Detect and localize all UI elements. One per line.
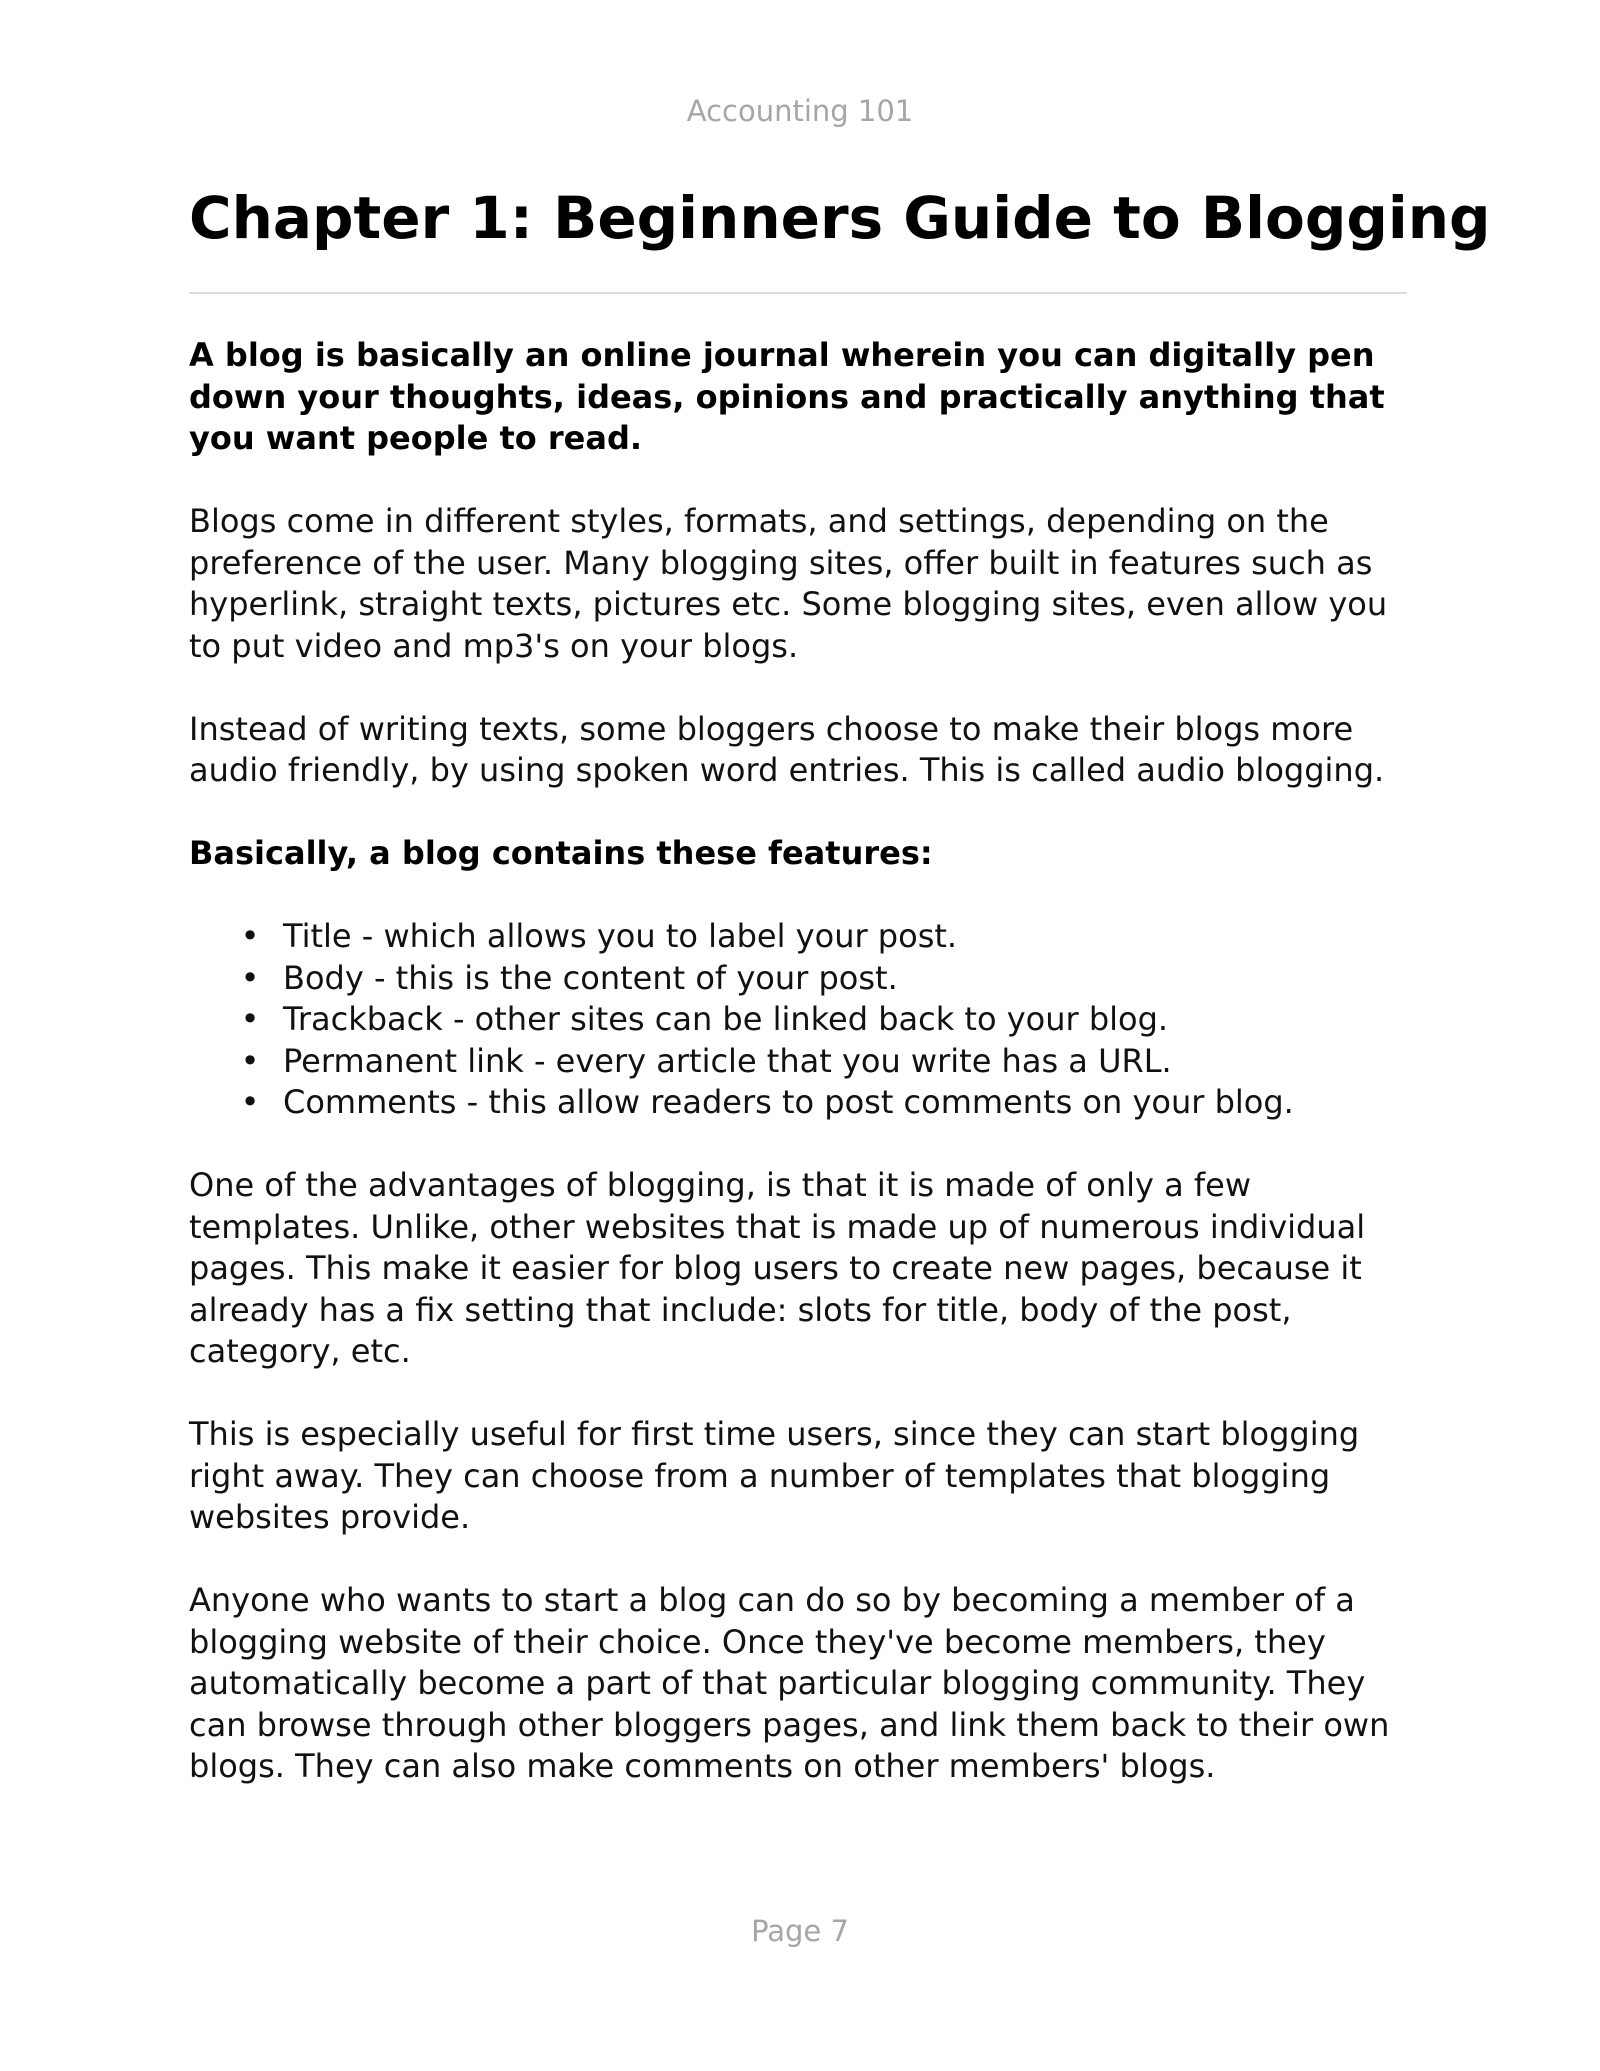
- lead-paragraph: A blog is basically an online journal wherein you can digitally pen down your thoughts, ideas, opinions and practically anything that you want people to read.: [189, 336, 1385, 457]
- bullet-icon: •: [240, 958, 260, 997]
- list-item: [189, 1041, 1429, 1083]
- features-list: [189, 916, 1429, 1124]
- running-header: Accounting 101: [686, 94, 914, 128]
- paragraph-audio-blogging: Instead of writing texts, some bloggers choose to make their blogs more audio friendly, by using spoken word entries. This is called audio blogging.: [189, 709, 1385, 789]
- chapter-body: [189, 335, 1429, 1829]
- feature-text: Trackback - other sites can be linked back to your blog.: [283, 1000, 1169, 1038]
- bullet-icon: •: [240, 1000, 260, 1038]
- list-item: [189, 999, 1429, 1041]
- paragraph-blog-styles: Blogs come in different styles, formats, and settings, depending on the preference of the user. Many blogging sites, offer built in features such as hyperlink, straight texts, pictures etc. Some blogging sites, even allow you to put video and mp3's on your blogs.: [189, 502, 1388, 665]
- title-divider: [189, 292, 1407, 294]
- feature-text: Permanent link - every article that you write has a URL.: [283, 1041, 1172, 1080]
- chapter-title: Chapter 1: Beginners Guide to Blogging: [189, 184, 1491, 252]
- features-heading: Basically, a blog contains these features:: [189, 834, 933, 872]
- feature-text: Title - which allows you to label your post.: [283, 917, 958, 955]
- paragraph-first-time-users: This is especially useful for first time users, since they can start blogging right away. They can choose from a number of templates that blogging websites provide.: [189, 1415, 1360, 1536]
- paragraph-membership: Anyone who wants to start a blog can do so by becoming a member of a blogging website of their choice. Once they've become members, they automatically become a part of that particular blogging community. They can browse through other bloggers pages, and link them back to their own blogs. They can also make comments on other members' blogs.: [189, 1581, 1390, 1785]
- feature-text: Comments - this allow readers to post comments on your blog.: [283, 1083, 1294, 1121]
- bullet-icon: •: [240, 1041, 260, 1080]
- list-item: [189, 916, 1429, 958]
- bullet-icon: •: [240, 917, 260, 955]
- paragraph-templates: One of the advantages of blogging, is that it is made of only a few templates. Unlike, other websites that is made up of numerous individual pages. This make it easier for blog users to create new pages, because it already has a fix setting that include: slots for title, body of the post, category, etc.: [189, 1166, 1366, 1370]
- page-number: Page 7: [751, 1914, 849, 1948]
- feature-text: Body - this is the content of your post.: [283, 958, 898, 997]
- list-item: [189, 958, 1429, 1000]
- bullet-icon: •: [240, 1083, 260, 1121]
- list-item: [189, 1082, 1429, 1124]
